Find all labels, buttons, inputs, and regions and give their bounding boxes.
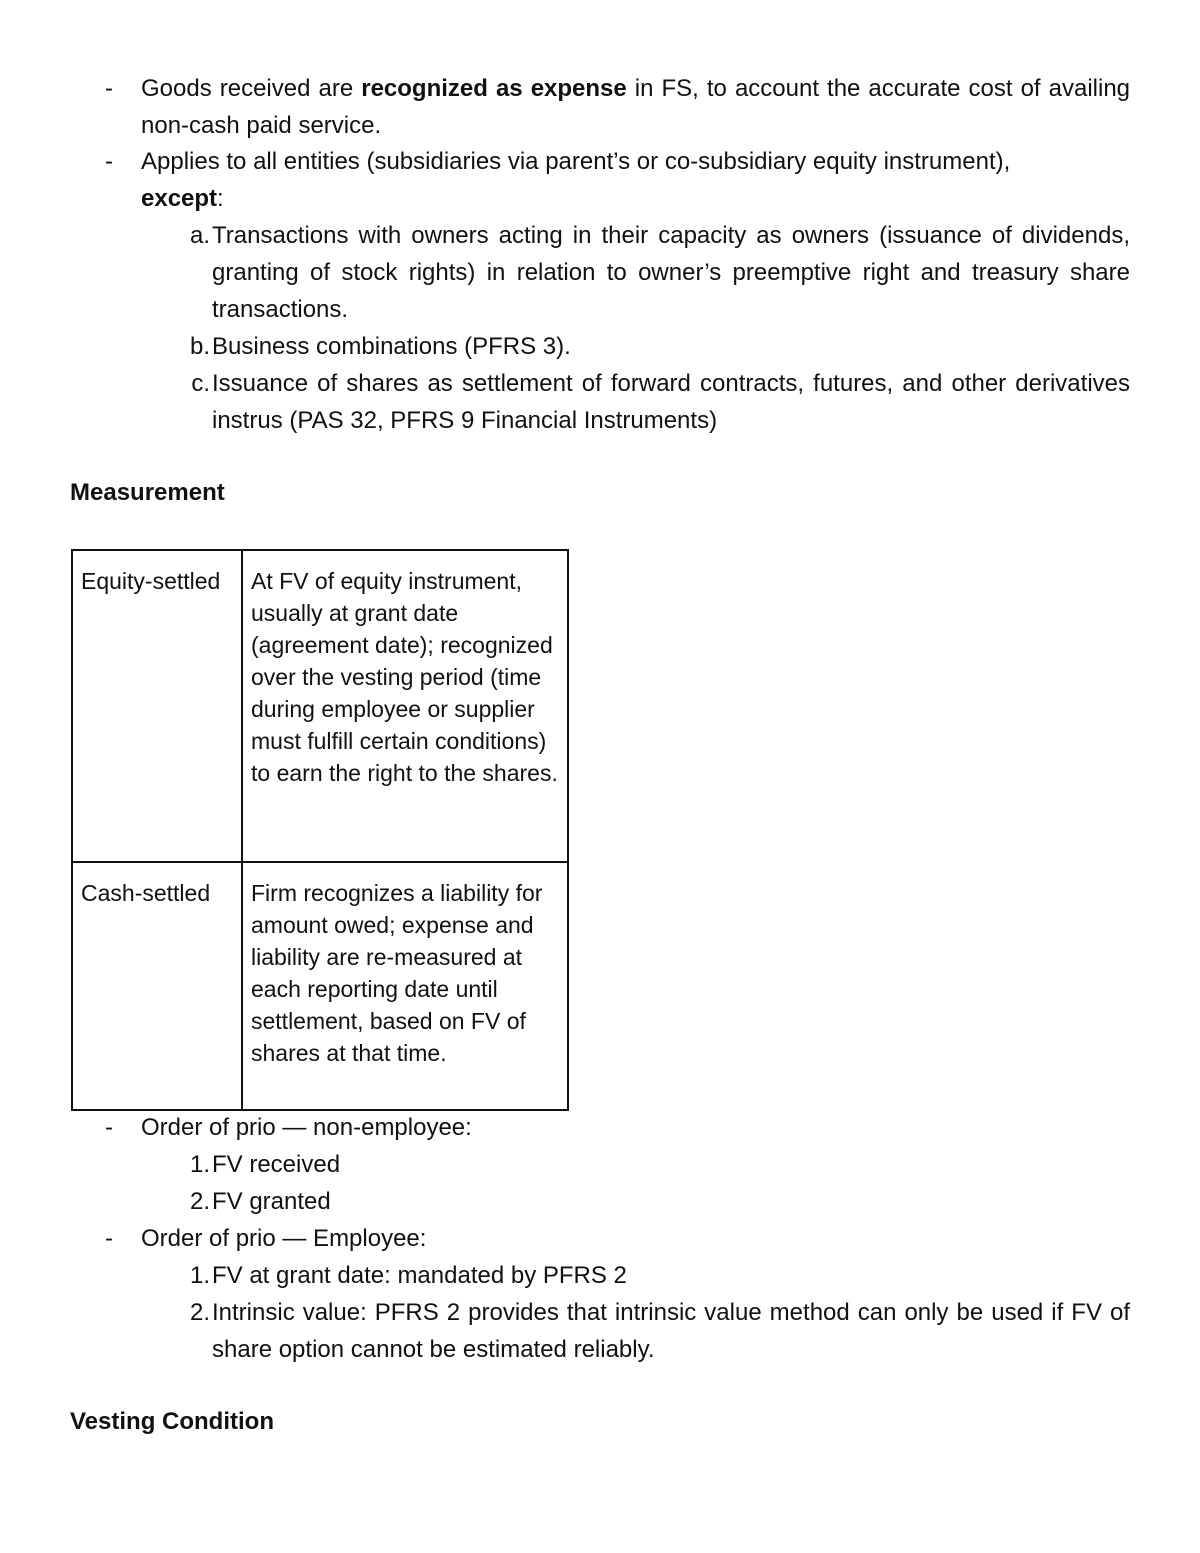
table-cell-type: Equity-settled <box>72 550 242 862</box>
bullet-text: Order of prio — Employee: <box>141 1225 427 1252</box>
list-text: Transactions with owners acting in their capacity as owners (issuance of dividends, granting of stock rights) in relation to owner’s preemptive right and treasury share transactions. <box>212 222 1130 323</box>
list-label: 1. <box>189 1151 210 1178</box>
bold-phrase: recognized as expense <box>361 75 627 102</box>
section-heading-measurement: Measurement <box>70 479 225 506</box>
list-text: Intrinsic value: PFRS 2 provides that intrinsic value method can only be used if FV of share option cannot be estimated reliably. <box>212 1299 1130 1363</box>
section-heading-vesting-condition: Vesting Condition <box>70 1408 274 1435</box>
list-label: 2. <box>189 1188 210 1215</box>
bullet-text: Goods received are recognized as expense in FS, to account the accurate cost of availing non-cash paid service. <box>141 75 1131 139</box>
list-text: Business combinations (PFRS 3). <box>212 333 571 360</box>
measurement-table <box>71 549 569 1111</box>
list-label: 2. <box>189 1299 210 1326</box>
bullet-dash: - <box>105 75 113 102</box>
list-text: FV granted <box>212 1188 331 1215</box>
bullet-text: Order of prio — non-employee: <box>141 1114 472 1141</box>
list-text: FV at grant date: mandated by PFRS 2 <box>212 1262 627 1289</box>
bullet-dash: - <box>105 148 113 175</box>
list-text: FV received <box>212 1151 341 1178</box>
table-row <box>72 862 568 1110</box>
bullet-dash: - <box>105 1114 113 1141</box>
list-label: a. <box>189 222 210 249</box>
bold-phrase: except <box>141 185 218 212</box>
bullet-applies-to <box>105 143 1130 217</box>
bullet-text: Applies to all entities (subsidiaries via parent’s or co-subsidiary equity instrument), except: <box>141 148 1011 212</box>
list-text: Issuance of shares as settlement of forward contracts, futures, and other derivatives instrus (PAS 32, PFRS 9 Financial Instruments) <box>212 370 1130 434</box>
bullet-goods-received <box>105 70 1130 144</box>
table-cell-type: Cash-settled <box>72 862 242 1110</box>
list-label: c. <box>191 370 210 397</box>
table-cell-description: Firm recognizes a liability for amount owed; expense and liability are re-measured at each reporting date until settlement, based on FV of shares at that time. <box>242 862 568 1110</box>
list-label: 1. <box>189 1262 210 1289</box>
bullet-dash: - <box>105 1225 113 1252</box>
list-label: b. <box>189 333 210 360</box>
table-row <box>72 550 568 862</box>
table-cell-description: At FV of equity instrument, usually at grant date (agreement date); recognized over the vesting period (time during employee or supplier must fulfill certain conditions) to earn the right to the shares. <box>242 550 568 862</box>
